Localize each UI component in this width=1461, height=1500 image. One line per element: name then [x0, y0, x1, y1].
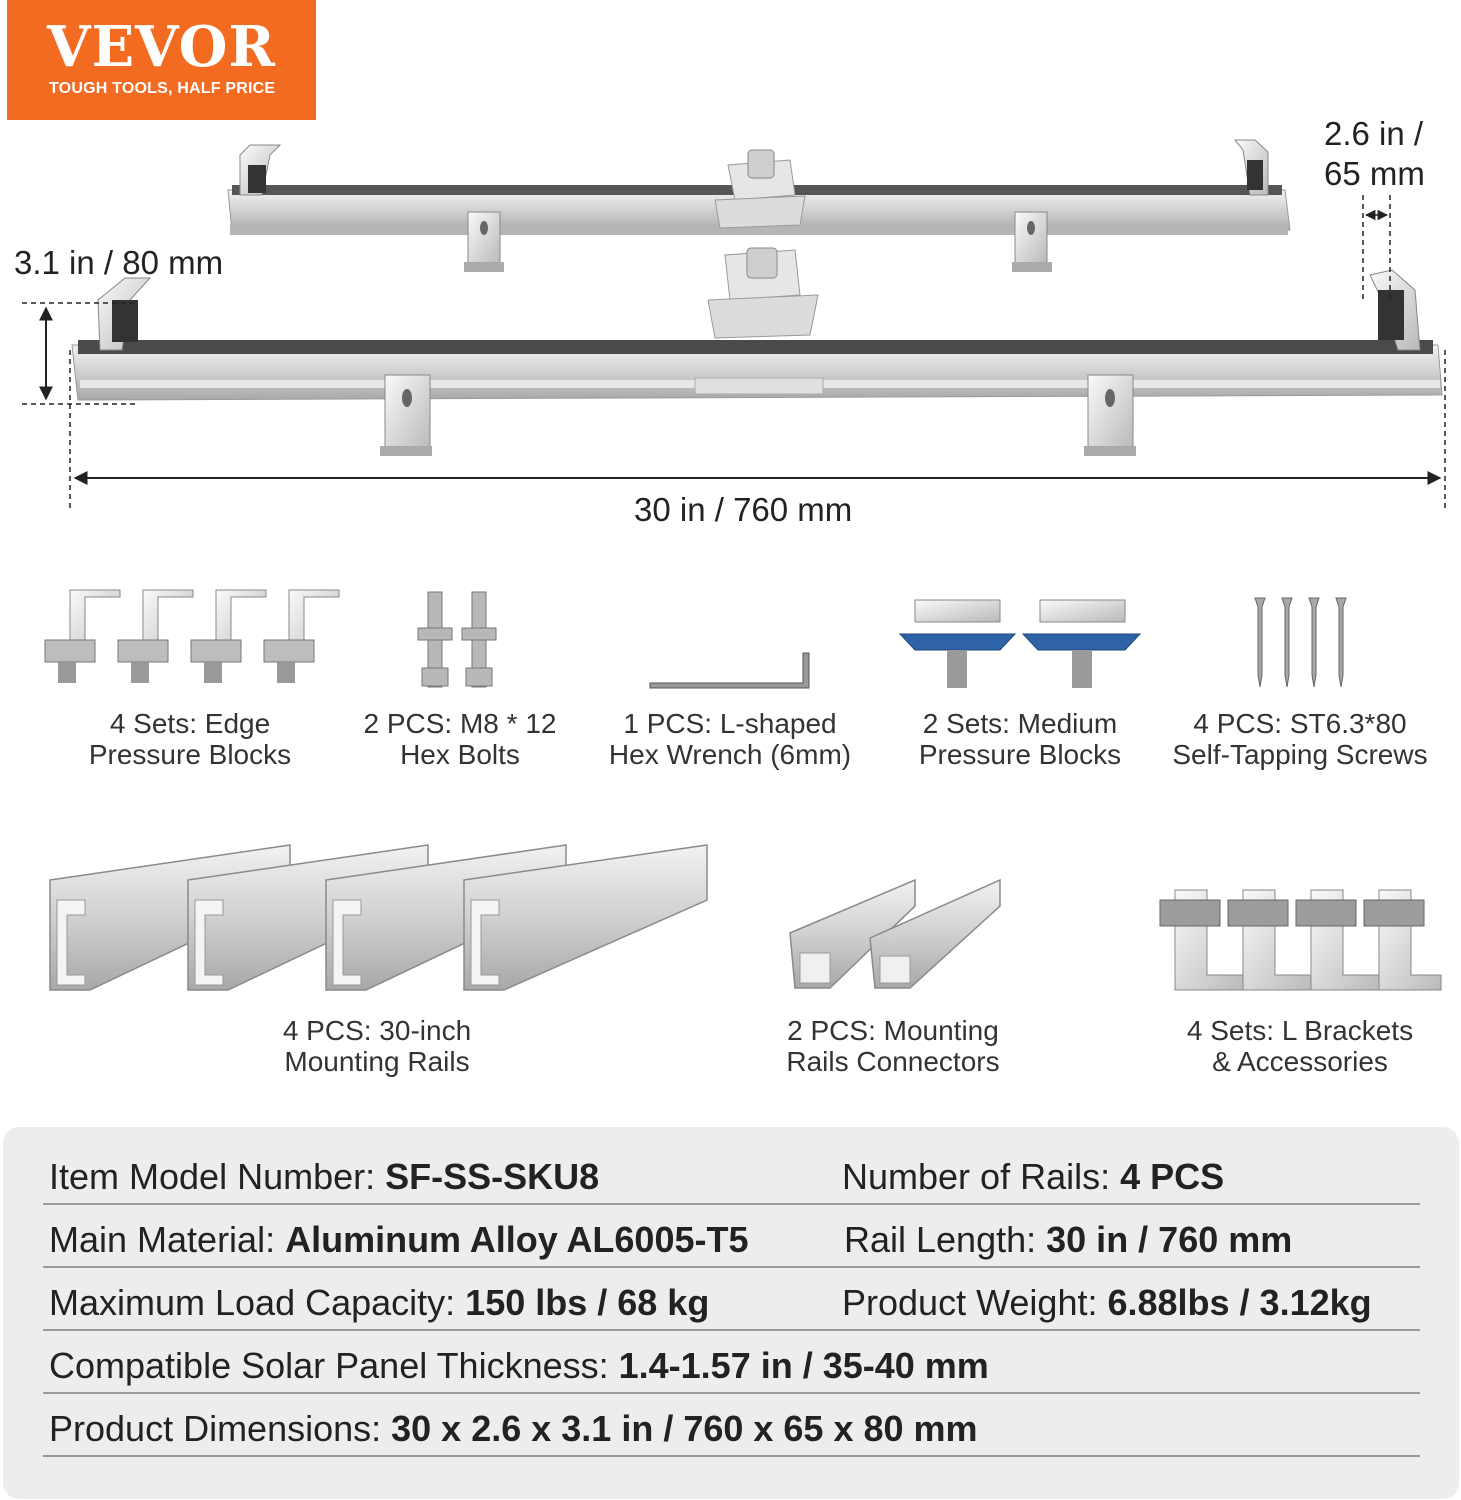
spec-rails-label: Number of Rails:	[842, 1156, 1121, 1197]
part-l-brackets	[1155, 1015, 1445, 1077]
part-label-line2: Pressure Blocks	[88, 739, 292, 770]
spec-model-label: Item Model Number:	[49, 1156, 386, 1197]
spec-load	[49, 1283, 709, 1323]
front-rail-assembly	[72, 248, 1442, 456]
spec-product-dimensions-label: Product Dimensions:	[49, 1408, 392, 1449]
part-label-line2: Pressure Blocks	[918, 739, 1122, 770]
mounting-rail-icon	[50, 845, 707, 990]
part-label-line1: 2 PCS: Mounting	[787, 1015, 999, 1046]
part-label-line1: 2 PCS: M8 * 12	[363, 708, 557, 739]
medium-pressure-block-icon	[900, 600, 1140, 688]
part-label-line1: 4 Sets: L Brackets	[1186, 1015, 1414, 1046]
spec-material-label: Main Material:	[49, 1219, 286, 1260]
spec-rails	[842, 1157, 1224, 1197]
spec-model	[49, 1157, 599, 1197]
spec-rail-length-value: 30 in / 760 mm	[1046, 1219, 1293, 1260]
part-label-line1: 4 PCS: ST6.3*80	[1193, 708, 1407, 739]
spec-weight	[842, 1283, 1372, 1323]
part-hex-wrench	[590, 708, 870, 770]
back-l-foot-right	[1012, 212, 1052, 272]
spec-material-value: Aluminum Alloy AL6005-T5	[285, 1219, 749, 1260]
front-mid-clamp	[708, 248, 818, 338]
spec-weight-label: Product Weight:	[842, 1282, 1108, 1323]
spec-row-5	[43, 1395, 1420, 1457]
spec-thickness	[49, 1346, 989, 1386]
part-medium-pressure-blocks	[900, 708, 1140, 770]
edge-pressure-block-icon	[45, 590, 339, 683]
part-label-line1: 1 PCS: L-shaped	[623, 708, 837, 739]
spec-row-3	[43, 1269, 1420, 1331]
part-edge-pressure-blocks	[60, 708, 320, 770]
back-l-foot-left	[464, 212, 504, 272]
logo-tagline: TOUGH TOOLS, HALF PRICE	[49, 80, 276, 97]
width-dimension-label: 2.6 in / 65 mm	[1324, 115, 1425, 192]
l-bracket-icon	[1160, 890, 1441, 990]
spec-product-dimensions-value: 30 x 2.6 x 3.1 in / 760 x 65 x 80 mm	[391, 1408, 978, 1449]
part-label-line1: 4 Sets: Edge	[109, 708, 271, 739]
spec-load-label: Maximum Load Capacity:	[49, 1282, 466, 1323]
hex-wrench-icon	[650, 653, 809, 688]
spec-thickness-label: Compatible Solar Panel Thickness:	[49, 1345, 619, 1386]
spec-material	[49, 1220, 749, 1260]
part-mounting-rails	[237, 1015, 517, 1077]
front-l-foot-left	[380, 375, 432, 456]
part-label-line2: Self-Tapping Screws	[1172, 739, 1428, 770]
spec-rails-value: 4 PCS	[1120, 1156, 1225, 1197]
part-label-line1: 2 Sets: Medium	[922, 708, 1118, 739]
part-self-tapping-screws	[1150, 708, 1450, 770]
part-label-line2: & Accessories	[1212, 1046, 1388, 1077]
hex-bolt-icon	[418, 592, 496, 687]
spec-weight-value: 6.88lbs / 3.12kg	[1107, 1282, 1372, 1323]
part-label-line2: Rails Connectors	[786, 1046, 1000, 1077]
part-label-line1: 4 PCS: 30-inch	[282, 1015, 472, 1046]
spec-row-4	[43, 1332, 1420, 1394]
front-edge-clamp-left	[98, 278, 150, 350]
spec-product-dimensions	[49, 1409, 978, 1449]
front-edge-clamp-right	[1370, 270, 1420, 350]
spec-thickness-value: 1.4-1.57 in / 35-40 mm	[618, 1345, 989, 1386]
logo-wordmark: VEVOR	[47, 14, 276, 80]
part-hex-bolts	[340, 708, 580, 770]
screw-icon	[1255, 598, 1346, 687]
rail-connector-icon	[790, 880, 1000, 988]
spec-rail-length	[844, 1220, 1292, 1260]
spec-row-1	[43, 1143, 1420, 1205]
part-rail-connectors	[753, 1015, 1033, 1077]
height-dimension-label: 3.1 in / 80 mm	[14, 244, 224, 281]
spec-row-2	[43, 1206, 1420, 1268]
spec-load-value: 150 lbs / 68 kg	[465, 1282, 710, 1323]
length-dimension-label: 30 in / 760 mm	[634, 491, 853, 528]
part-label-line2: Mounting Rails	[284, 1046, 470, 1077]
spec-model-value: SF-SS-SKU8	[385, 1156, 600, 1197]
front-l-foot-right	[1084, 375, 1136, 456]
spec-rail-length-label: Rail Length:	[844, 1219, 1047, 1260]
specifications-panel	[3, 1127, 1459, 1499]
part-label-line2: Hex Bolts	[400, 739, 520, 770]
part-label-line2: Hex Wrench (6mm)	[608, 739, 852, 770]
